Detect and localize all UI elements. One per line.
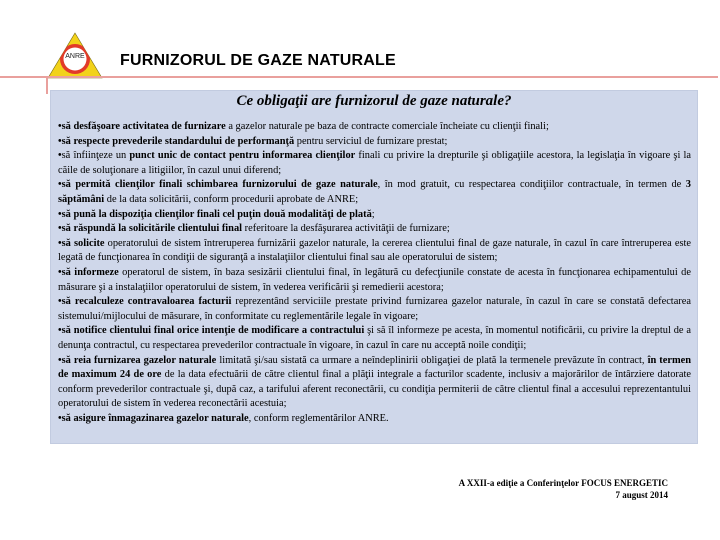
list-item: •să reia furnizarea gazelor naturale limitată şi/sau sistată ca urmare a neîndeplinirii obligaţiei de plată la termenele prevăzute în contract, în termen de maximum 24 de ore de la data efectuării de către clientul final a plăţii integrale a facturilor scadente, inclusiv a majorărilor de întârziere datorate conform prevederilor contractuale şi, după caz, a tarifului aferent reconectării, cu condiţia permiterii de către clientul final a accesului reprezentantului operatorului de sistem în vederea reconectării acestuia; xyxy=(58,354,691,410)
list-item: •să desfăşoare activitatea de furnizare a gazelor naturale pe baza de contracte comerciale încheiate cu clienţii finali; xyxy=(58,121,549,132)
panel-title: Ce obligaţii are furnizorul de gaze naturale? xyxy=(236,93,512,109)
page-title: FURNIZORUL DE GAZE NATURALE xyxy=(120,52,396,69)
header-rule xyxy=(0,76,718,78)
footer xyxy=(459,477,668,501)
list-item: •să pună la dispoziţia clienţilor finali cel puţin două modalităţi de plată; xyxy=(58,208,375,220)
content-panel xyxy=(50,90,698,444)
anre-logo xyxy=(46,32,104,80)
header-rule-tick xyxy=(46,76,48,94)
list-item: •să înfiinţeze un punct unic de contact pentru informarea clienţilor finali cu privire la drepturile şi obligaţiile acestora, la legislaţia în vigoare şi la căile de soluţionare a litigiilor, în cazul unui diferend; xyxy=(58,150,691,176)
logo-text: ANRE xyxy=(65,53,85,60)
obligations-list xyxy=(58,120,691,426)
list-item: •să respecte prevederile standardului de performanţă pentru serviciul de furnizare prestat; xyxy=(58,135,448,147)
footer-conference: A XXII-a ediţie a Conferinţelor FOCUS ENERGETIC xyxy=(458,478,668,488)
list-item: •să informeze operatorul de sistem, în baza sesizării clientului final, în legătură cu defecţiunile constate de acesta în funcţionarea echipamentului de măsurare şi a instalaţiilor operatorului de sistem, în vederea verificării şi remedierii acestora; xyxy=(58,266,691,293)
list-item: •să recalculeze contravaloarea facturii reprezentând serviciile prestate privind furnizarea gazelor naturale, în cazul în care se constată defectarea sistemului/mijlocului de măsurare, în conformitate cu reglementările legale în vigoare; xyxy=(58,296,691,322)
list-item: •să permită clienţilor finali schimbarea furnizorului de gaze naturale, în mod gratuit, cu respectarea condiţiilor contractuale, în termen de 3 săptămâni de la data solicitării, conform procedurii aprobate de ANRE; xyxy=(58,179,691,205)
list-item: •să asigure înmagazinarea gazelor naturale, conform reglementărilor ANRE. xyxy=(58,412,389,424)
list-item: •să notifice clientului final orice intenţie de modificare a contractului şi să îl informeze pe acesta, în momentul notificării, cu privire la dreptul de a denunţa contractul, cu respectarea prevederilor contractuale în vigoare, în cazul în care nu acceptă noile condiţii; xyxy=(58,325,691,351)
footer-date: 7 august 2014 xyxy=(615,490,668,500)
list-item: •să răspundă la solicitările clientului final referitoare la desfăşurarea activităţii de furnizare; xyxy=(58,223,450,235)
list-item: •să solicite operatorului de sistem întreruperea furnizării gazelor naturale, la cererea clientului final de gaze naturale, în cazul în care întreruperea este legată de funcţionarea în condiţii de siguranţă a instalaţiilor clientului final sau ale operatorului de sistem; xyxy=(58,237,692,264)
